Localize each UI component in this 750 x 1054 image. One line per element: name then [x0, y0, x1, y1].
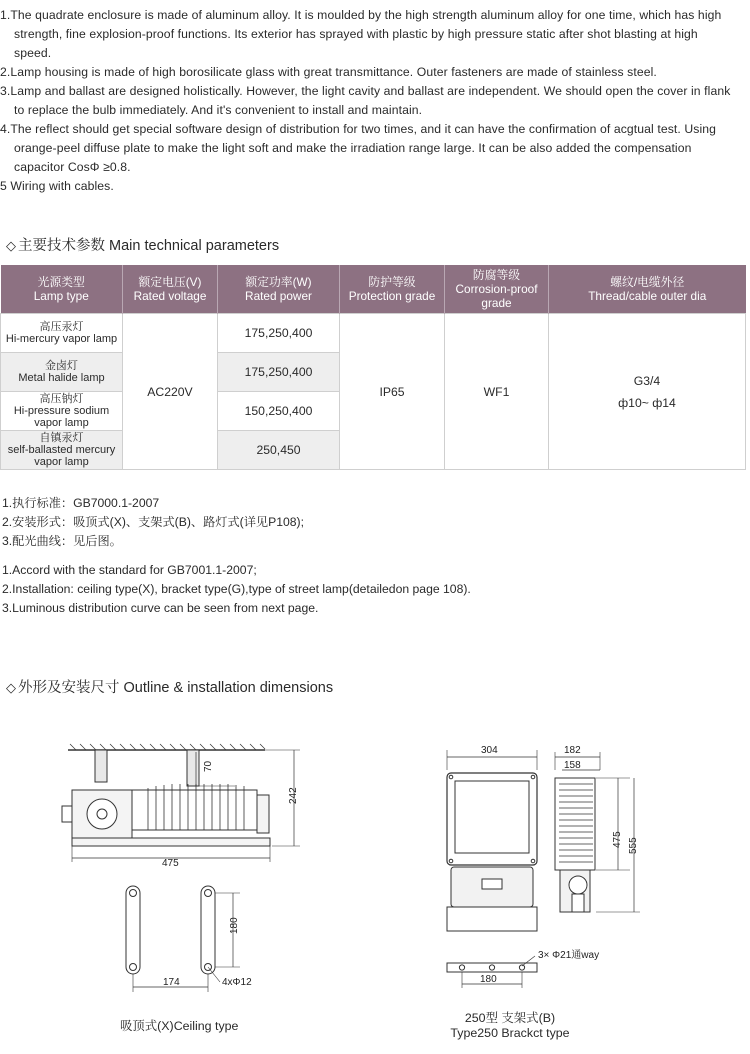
dim-180-ceiling: 180: [229, 917, 240, 934]
corrosion-cell: WF1: [445, 314, 549, 470]
dim-475: 475: [162, 858, 179, 869]
lamp-type-cell: 高压钠灯 Hi-pressure sodium vapor lamp: [1, 392, 123, 431]
lamp-type-cell: 自镇汞灯 self-ballasted mercury vapor lamp: [1, 431, 123, 470]
dim-555: 555: [628, 837, 639, 854]
hole-note-bracket: 3× Φ21通way: [538, 950, 600, 961]
table-header-row: [1, 265, 746, 314]
power-cell: 175,250,400: [218, 314, 340, 353]
note-line: 2.Installation: ceiling type(X), bracket type(G),type of street lamp(detailedon page 108).: [2, 582, 471, 596]
dim-174: 174: [163, 977, 180, 988]
header-thread-dia: 螺纹/电缆外径 Thread/cable outer dia: [549, 265, 746, 314]
feature-item: 1.The quadrate enclosure is made of aluminum alloy. It is moulded by the high strength aluminum alloy for one time, which has high strength, fine explosion-proof functions. Its exterior has sprayed with plastic by high pressure static after shot blasting at high speed.: [0, 8, 722, 60]
ceiling-mounting-plan: [126, 886, 252, 992]
dim-180-bracket: 180: [480, 974, 497, 985]
note-line: 3.配光曲线：见后图。: [2, 534, 122, 548]
notes-en: [2, 561, 471, 618]
dim-182: 182: [564, 745, 581, 756]
lamp-type-cell: 金卤灯 Metal halide lamp: [1, 353, 123, 392]
ceiling-type-caption: 吸顶式(X)Ceiling type: [120, 1019, 239, 1033]
note-line: 1.Accord with the standard for GB7001.1-2007;: [2, 563, 257, 577]
thread-cell: G3/4 ф10~ ф14: [549, 314, 746, 470]
dim-475-bracket: 475: [612, 831, 623, 848]
dim-304: 304: [481, 745, 498, 756]
dim-242: 242: [288, 787, 299, 804]
parameters-table: [0, 265, 746, 470]
feature-item: 3.Lamp and ballast are designed holistically. However, the light cavity and ballast are independent. We should open the cover in flank to replace the bulb immediately. And it's convenient to install and maintain.: [0, 84, 731, 117]
dim-158: 158: [564, 760, 581, 771]
bracket-front-view: [447, 745, 537, 931]
feature-list: [0, 6, 738, 196]
power-cell: 175,250,400: [218, 353, 340, 392]
lamp-type-cell: 高压汞灯 Hi-mercury vapor lamp: [1, 314, 123, 353]
protection-cell: IP65: [340, 314, 445, 470]
diamond-icon: ◇: [6, 680, 16, 695]
bracket-plan: [447, 949, 599, 988]
note-line: 3.Luminous distribution curve can be seen from next page.: [2, 601, 319, 615]
feature-item: 4.The reflect should get special software design of distribution for two times, and it can have the confirmation of acgtual test. Using orange-peel diffuse plate to make the light soft and make the irradiation range large. It can be also added the compensation capacitor CosΦ ≥0.8.: [0, 122, 717, 174]
hole-note-ceiling: 4xΦ12: [222, 977, 252, 988]
power-cell: 150,250,400: [218, 392, 340, 431]
diamond-icon: ◇: [6, 238, 16, 253]
dim-70: 70: [203, 760, 214, 772]
voltage-cell: AC220V: [123, 314, 218, 470]
power-cell: 250,450: [218, 431, 340, 470]
header-protection-grade: 防护等级 Protection grade: [340, 265, 445, 314]
table-row: [1, 314, 746, 353]
bracket-type-caption: 250型 支架式(B) Type250 Brackct type: [450, 1011, 570, 1040]
ceiling-side-view: [62, 744, 300, 869]
notes-cn: [2, 494, 304, 551]
note-line: 1.执行标准：GB7000.1-2007: [2, 496, 160, 510]
outline-drawings: [0, 735, 750, 1035]
feature-item: 2.Lamp housing is made of high borosilicate glass with great transmittance. Outer fasteners are made of stainless steel.: [0, 65, 657, 79]
feature-item: 5 Wiring with cables.: [0, 179, 114, 193]
bracket-side-view: [555, 745, 640, 912]
header-rated-voltage: 额定电压(V) Rated voltage: [123, 265, 218, 314]
header-rated-power: 额定功率(W) Rated power: [218, 265, 340, 314]
params-section-title: ◇ 主要技术参数 Main technical parameters: [6, 238, 280, 254]
header-corrosion-grade: 防腐等级 Corrosion-proof grade: [445, 265, 549, 314]
header-lamp-type: 光源类型 Lamp type: [1, 265, 123, 314]
outline-section-title: ◇ 外形及安装尺寸 Outline & installation dimensions: [6, 680, 334, 696]
note-line: 2.安装形式：吸顶式(X)、支架式(B)、路灯式(详见P108);: [2, 515, 304, 529]
